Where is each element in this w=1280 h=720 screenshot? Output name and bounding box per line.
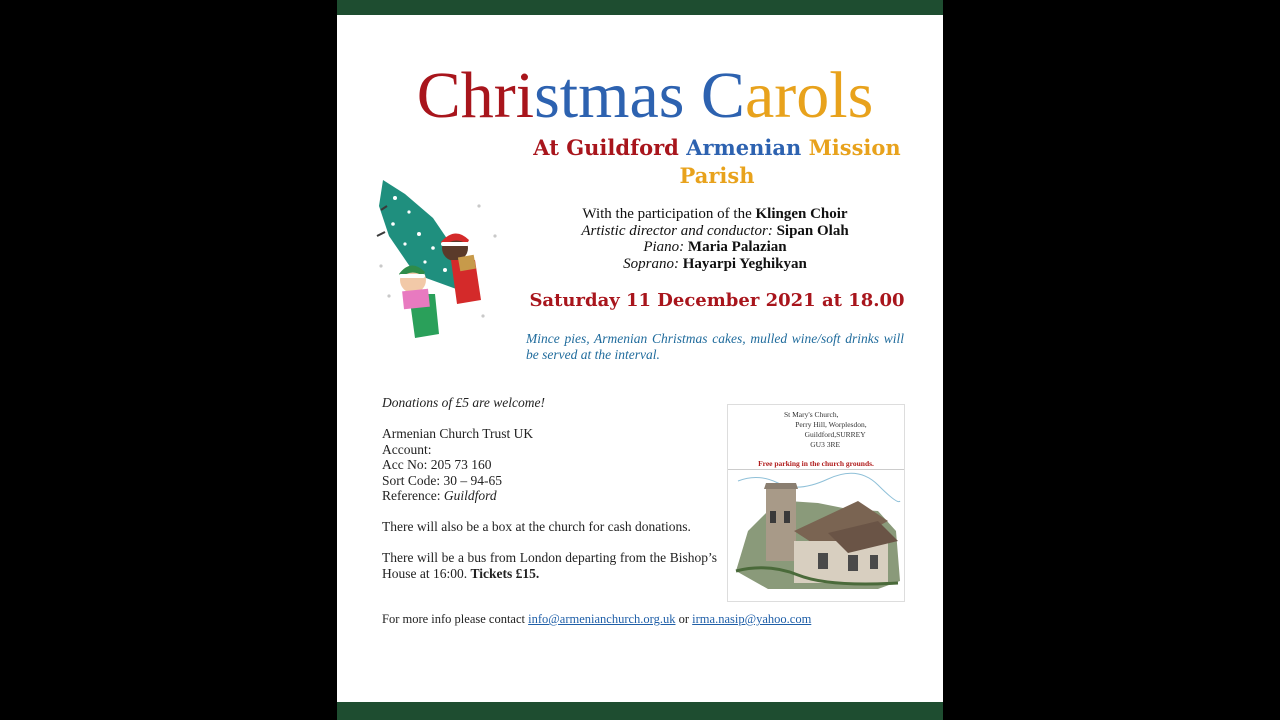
cash-box-note: There will also be a box at the church for cash donations. xyxy=(382,519,691,534)
email-link-armenian-church[interactable]: info@armenianchurch.org.uk xyxy=(528,612,676,626)
refreshments-note: Mince pies, Armenian Christmas cakes, mulled wine/soft drinks will be served at the interval. xyxy=(526,331,904,362)
church-address: St Mary's Church, Perry Hill, Worplesdon, Guildford,SURREY GU3 3RE xyxy=(784,410,867,449)
poster-subtitle xyxy=(517,134,917,190)
title-part-blue: stmas C xyxy=(534,59,745,132)
trust-name: Armenian Church Trust UK xyxy=(382,426,534,441)
subtitle-red: At Guildford xyxy=(533,135,687,160)
subtitle-blue: Armenian xyxy=(686,135,809,160)
credit-prefix: Piano: xyxy=(643,239,688,255)
credit-line-soprano xyxy=(515,256,915,273)
contact-line xyxy=(382,612,882,627)
flyer-page xyxy=(337,0,943,720)
contact-or: or xyxy=(675,612,693,626)
credit-line-director xyxy=(515,223,915,240)
christmas-tree-icon xyxy=(375,176,515,344)
credit-line-choir xyxy=(515,206,915,223)
reference-label: Reference: xyxy=(382,488,444,503)
title-part-gold: arols xyxy=(744,59,874,132)
subtitle-gold: Mission Parish xyxy=(679,135,901,188)
poster-title xyxy=(385,58,905,134)
account-label: Account: xyxy=(382,441,432,457)
account-number: Acc No: 205 73 160 xyxy=(382,457,492,472)
performer-credits xyxy=(515,206,915,272)
bus-note xyxy=(382,550,717,581)
top-green-band xyxy=(337,0,943,15)
church-card xyxy=(727,404,905,602)
church-photo xyxy=(728,471,904,601)
bus-text: There will be a bus from London departing from the Bishop’s House at 16:00. xyxy=(382,550,717,581)
reference-line xyxy=(382,488,717,504)
bottom-green-band xyxy=(337,702,943,720)
title-part-red: Chri xyxy=(416,59,535,132)
credit-prefix: Soprano: xyxy=(623,255,683,272)
credit-prefix: With the participation of the xyxy=(582,206,756,222)
parking-note: Free parking in the church grounds. xyxy=(758,459,874,468)
credit-name: Sipan Olah xyxy=(776,222,849,239)
reference-value: Guildford xyxy=(443,488,497,503)
credit-name: Hayarpi Yeghikyan xyxy=(682,255,807,272)
credit-name: Maria Palazian xyxy=(687,239,787,255)
donation-info xyxy=(382,395,717,581)
event-date: Saturday 11 December 2021 at 18.00 xyxy=(529,290,905,311)
credit-prefix: Artistic director and conductor: xyxy=(581,222,777,239)
credit-name: Klingen Choir xyxy=(755,206,848,222)
ticket-price: Tickets £15. xyxy=(470,565,540,581)
contact-prefix: For more info please contact xyxy=(382,612,529,626)
donations-intro: Donations of £5 are welcome! xyxy=(382,395,545,410)
email-link-irma[interactable]: irma.nasip@yahoo.com xyxy=(692,612,812,626)
sort-code: Sort Code: 30 – 94-65 xyxy=(382,472,502,488)
credit-line-piano xyxy=(515,239,915,256)
